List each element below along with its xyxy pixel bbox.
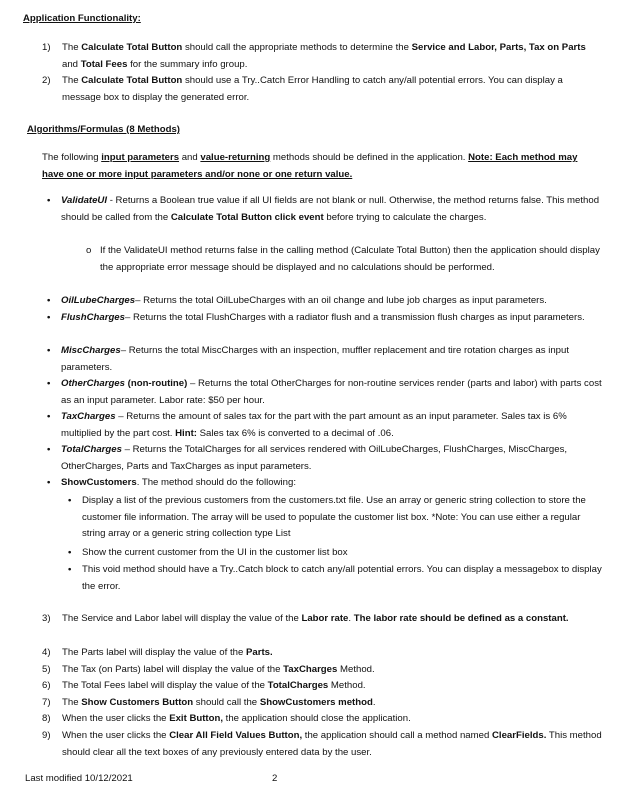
bullet-misc-charges: • MiscCharges– Returns the total MiscCharges with an inspection, muffler replacement and tire rotation charges as input parameters. [47,345,570,373]
sub-bullet-try-catch: • This void method should have a Try..Catch block to catch any/all potential errors. You can display a messagebox to display the error. [68,564,602,592]
item-number: 2) [42,75,51,86]
app-functionality-heading: Application Functionality: [23,13,141,24]
numbered-item-9: 9) When the user clicks the Clear All Field Values Button, the application should call a method named ClearFields. This method should clear all the text boxes of any previously entered data by the user. [42,730,602,758]
item-text: The Calculate Total Button should use a Try..Catch Error Handling to catch any/all potential errors. You can display a message box to display the generated error. [62,75,563,103]
sub-marker: o [86,245,92,256]
bullet-validate-ui: • ValidateUI - Returns a Boolean true value if all UI fields are not blank or null. Otherwise, the method returns false. This method should be called from the Calculate Total Button click event before trying to calculate the charges. [47,195,600,223]
algorithms-heading: Algorithms/Formulas (8 Methods) [27,124,180,135]
numbered-item-1 [42,40,602,73]
numbered-item-5: 5) The Tax (on Parts) label will display the value of the TaxCharges Method. [42,664,375,675]
bullet-oil-lube-charges: • OilLubeCharges– Returns the total OilLubeCharges with an oil change and lube job charges as input parameters. [47,295,547,306]
numbered-item-7: 7) The Show Customers Button should call the ShowCustomers method. [42,697,376,708]
sub-item-validate-false: o If the ValidateUI method returns false in the calling method (Calculate Total Button) then the application should display the appropriate error message should be displayed and no calculations should be performed. [86,245,600,273]
numbered-item-8: 8) When the user clicks the Exit Button, the application should close the application. [42,713,411,724]
footer-last-modified: Last modified 10/12/2021 [25,773,133,784]
bullet-total-charges: • TotalCharges – Returns the TotalCharges for all services rendered with OilLubeCharges, FlushCharges, MiscCharges, OtherCharges, Parts and TaxCharges as input parameters. [47,444,568,472]
numbered-item-4: 4) The Parts label will display the value of the Parts. [42,647,273,658]
numbered-item-3: 3) The Service and Labor label will display the value of the Labor rate. The labor rate should be defined as a constant. [42,613,569,624]
numbered-item-2 [42,73,602,106]
sub-bullet-display-list: • Display a list of the previous customers from the customers.txt file. Use an array or generic string collection to store the customer file information. The array will be used to populate the customer list box. *Note: You can use either a regular string array or a generic string collection type List [68,495,586,540]
bullet-flush-charges: • FlushCharges– Returns the total FlushCharges with a radiator flush and a transmission flush charges as input parameters. [47,312,585,323]
numbered-item-6: 6) The Total Fees label will display the value of the TotalCharges Method. [42,680,366,691]
sub-bullet-show-current: • Show the current customer from the UI in the customer list box [68,547,348,558]
algorithms-intro: The following input parameters and value-returning methods should be defined in the application. Note: Each method may have one or more input parameters and/or none or one return value. [42,152,578,180]
bullet-tax-charges: • TaxCharges – Returns the amount of sales tax for the part with the part amount as an input parameter. Sales tax is 6% multiplied by the part cost. Hint: Sales tax 6% is converted to a decimal of .06. [47,411,567,439]
item-text: The Calculate Total Button should call the appropriate methods to determine the Service and Labor, Parts, Tax on Parts and Total Fees for the summary info group. [62,42,586,70]
bullet-marker: • [47,195,51,206]
bullet-other-charges: • OtherCharges (non-routine) – Returns the total OtherCharges for non-routine services render (parts and labor) with parts cost as an input parameter. Labor rate: $50 per hour. [47,378,602,406]
footer-page-number: 2 [272,773,278,784]
item-number: 1) [42,42,51,53]
bullet-show-customers: • ShowCustomers. The method should do the following: [47,477,296,488]
